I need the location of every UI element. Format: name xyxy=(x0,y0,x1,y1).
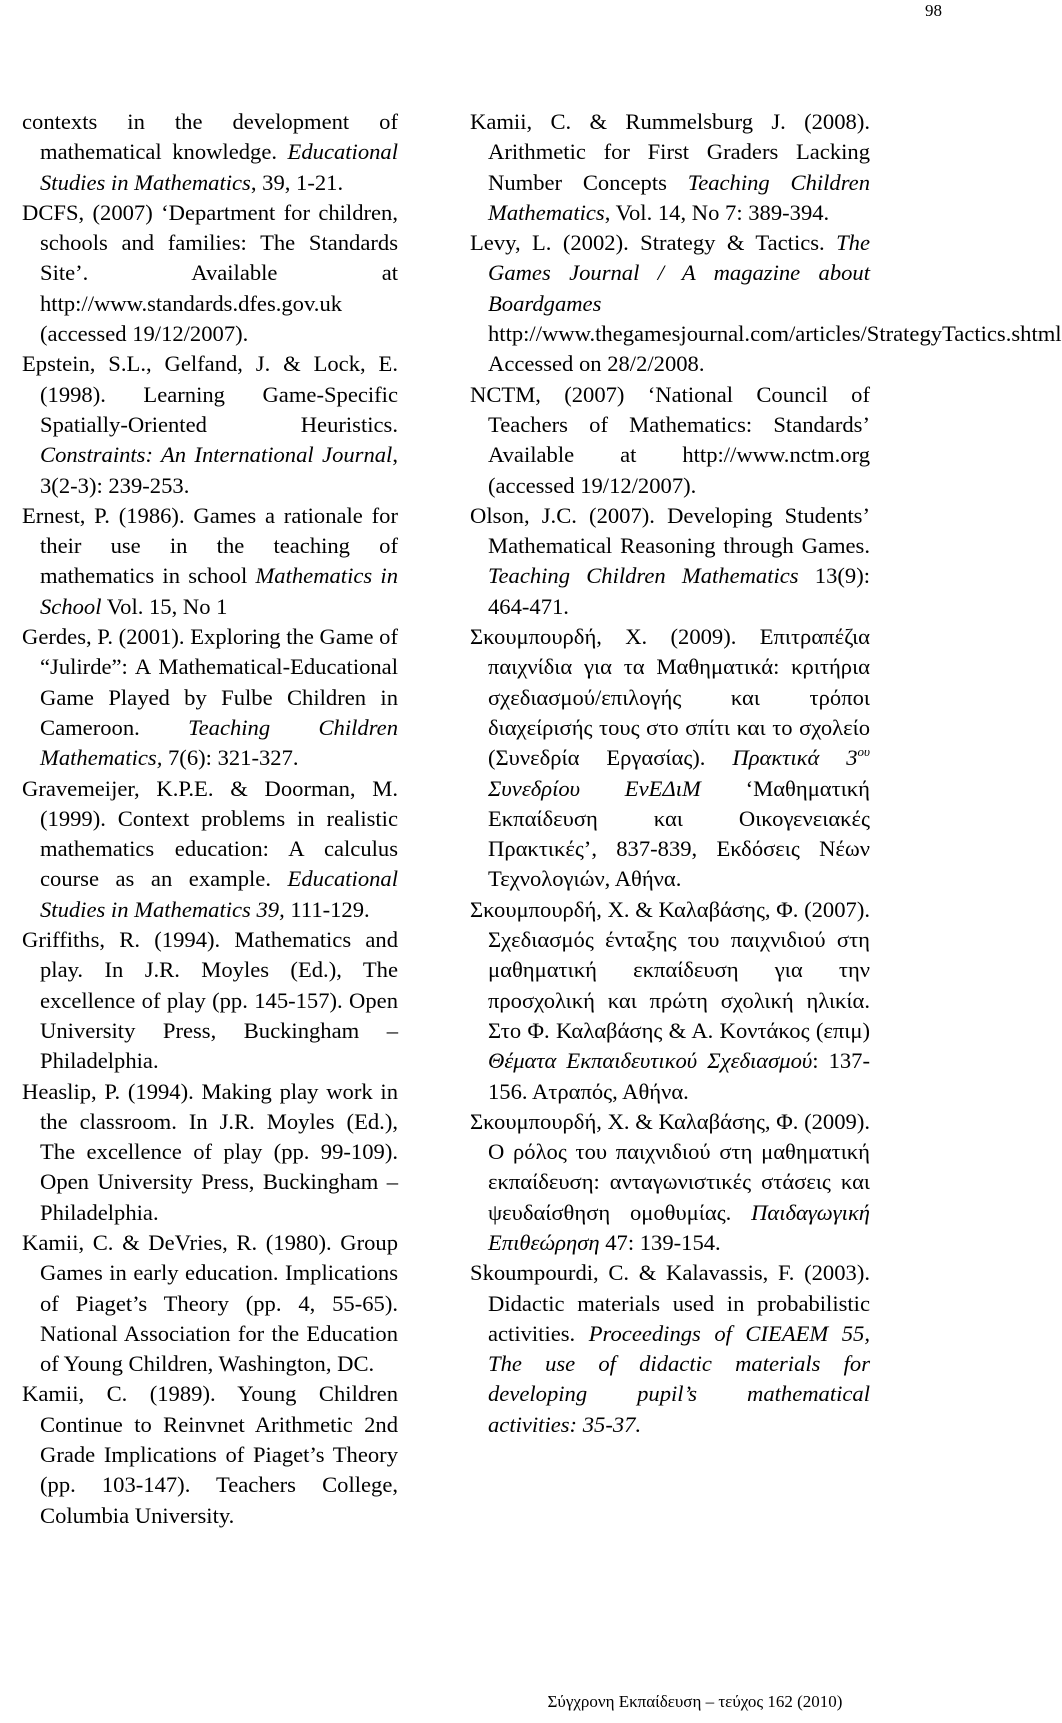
reference-text: Σκουμπουρδή, Χ. & Καλαβάσης, Φ. (2009). Ο ρόλος του παιχνιδιού στη μαθηματική εκπαίδευση: ανταγωνιστικές στάσεις και ψευδαίσθηση ομοθυμίας. xyxy=(470,1108,870,1225)
reference-italic-text: Mathematics in School xyxy=(40,563,398,619)
reference-entry xyxy=(22,774,398,925)
reference-text: Skoumpourdi, C. & Kalavassis, F. (2003). Didactic materials used in probabilistic activities. xyxy=(470,1260,870,1346)
reference-text: DCFS, (2007) ‘Department for children, schools and families: The Standards Site’. Available at http://www.standards.dfes.gov.uk (accessed 19/12/2007). xyxy=(22,199,398,347)
journal-footer xyxy=(0,1690,960,1714)
reference-italic-text: Teaching Children Mathematics, xyxy=(40,714,398,771)
reference-entry xyxy=(470,895,870,1107)
reference-text: 111-129. xyxy=(284,896,370,922)
reference-text: , 39, 1-21. xyxy=(250,169,344,195)
reference-entry xyxy=(470,380,870,501)
reference-text: : 137-156. Ατραπός, Αθήνα. xyxy=(488,1048,870,1104)
reference-italic-text: Constraints: An International Journal xyxy=(40,442,393,468)
reference-text: Epstein, S.L., Gelfand, J. & Lock, E. (1998). Learning Game-Specific Spatially-Oriented Heuristics. xyxy=(22,351,398,437)
reference-italic-text: Συνεδρίου ΕνΕΔιΜ xyxy=(488,775,701,801)
references-right-column xyxy=(470,107,1062,1440)
reference-text: contexts in the development of mathematical knowledge. xyxy=(22,109,398,165)
page-number: 98 xyxy=(925,1,942,20)
reference-text: Gravemeijer, K.P.E. & Doorman, M. (1999). Context problems in realistic mathematics education: A calculus course as an example. xyxy=(22,775,398,892)
reference-italic-text: Teaching Children Mathematics xyxy=(488,169,870,225)
reference-italic-text: Teaching Children Mathematics xyxy=(488,563,799,589)
reference-entry xyxy=(470,107,870,228)
references-left-column xyxy=(22,107,398,1531)
reference-italic-text: Πρακτικά 3 xyxy=(732,745,858,771)
footer-text: Σύγχρονη Εκπαίδευση – τεύχος 162 (2010) xyxy=(547,1692,843,1711)
reference-italic-text: Παιδαγωγική Επιθεώρηση xyxy=(488,1199,870,1255)
reference-text: Olson, J.C. (2007). Developing Students’ Mathematical Reasoning through Games. xyxy=(470,502,870,559)
reference-italic-text: Proceedings of CIEAEM 55, The use of didactic materials for developing pupil’s mathematical activities: 35-37. xyxy=(488,1320,871,1437)
reference-entry xyxy=(470,228,1062,379)
reference-italic-text: The Games Journal / A magazine about Boardgames xyxy=(488,230,870,316)
reference-entry xyxy=(22,198,398,349)
reference-entry xyxy=(22,622,398,773)
reference-entry xyxy=(22,1077,398,1228)
reference-entry xyxy=(470,1107,870,1258)
reference-text: Kamii, C. & DeVries, R. (1980). Group Games in early education. Implications of Piaget’s Theory (pp. 4, 55-65). National Association for the Education of Young Children, Washington, DC. xyxy=(22,1229,398,1377)
reference-entry xyxy=(22,925,398,1076)
reference-text: 13(9): 464-471. xyxy=(488,563,870,619)
reference-italic-text: Θέματα Εκπαιδευτικού Σχεδιασμού xyxy=(488,1048,813,1074)
reference-text: Vol. 15, No 1 xyxy=(101,593,228,619)
reference-text: Σκουμπουρδή, Χ. (2009). Επιτραπέζια παιχνίδια για τα Μαθηματικά: κριτήρια σχεδιασμού/επιλογής και τρόποι διαχείρισής τους στο σπίτι και το σχολείο (Συνεδρία Εργασίας). xyxy=(470,624,870,771)
reference-text: Kamii, C. & Rummelsburg J. (2008). Arithmetic for First Graders Lacking Number Concepts xyxy=(470,109,870,195)
reference-italic-text: Educational Studies in Mathematics xyxy=(40,139,398,195)
reference-entry xyxy=(470,501,870,622)
reference-entry xyxy=(470,622,870,895)
reference-italic-text: ου xyxy=(857,744,870,760)
reference-text: 7(6): 321-327. xyxy=(162,745,299,771)
reference-text: Gerdes, P. (2001). Exploring the Game of “Julirde”: A Mathematical-Educational Game Played by Fulbe Children in Cameroon. xyxy=(22,624,398,740)
reference-text: Heaslip, P. (1994). Making play work in the classroom. In J.R. Moyles (Ed.), The excellence of play (pp. 99-109). Open University Press, Buckingham – Philadelphia. xyxy=(22,1078,398,1225)
reference-text: Griffiths, R. (1994). Mathematics and play. In J.R. Moyles (Ed.), The excellence of play (pp. 145-157). Open University Press, Buckingham – Philadelphia. xyxy=(22,927,398,1074)
reference-text: Levy, L. (2002). Strategy & Tactics. xyxy=(470,230,837,256)
reference-text: , 3(2-3): 239-253. xyxy=(40,442,398,498)
reference-text: Σκουμπουρδή, Χ. & Καλαβάσης, Φ. (2007). Σχεδιασμός ένταξης του παιχνιδιού στη μαθηματική εκπαίδευση για την προσχολική και πρώτη σχολική ηλικία. Στο Φ. Καλαβάσης & Α. Κοντάκος (επιμ) xyxy=(470,896,870,1043)
reference-entry xyxy=(22,107,398,198)
reference-text: ‘Μαθηματική Εκπαίδευση και Οικογενειακές Πρακτικές’, 837-839, Εκδόσεις Νέων Τεχνολογιών, Αθήνα. xyxy=(488,775,870,892)
reference-text: http://www.thegamesjournal.com/articles/StrategyTactics.shtml Accessed on 28/2/2008. xyxy=(488,321,1062,377)
reference-text: Ernest, P. (1986). Games a rationale for their use in the teaching of mathematics in school xyxy=(22,502,398,589)
reference-text: Kamii, C. (1989). Young Children Continue to Reinvnet Arithmetic 2nd Grade Implications of Piaget’s Theory (pp. 103-147). Teachers College, Columbia University. xyxy=(22,1381,398,1528)
reference-entry xyxy=(22,1379,398,1530)
reference-text: , Vol. 14, No 7: 389-394. xyxy=(604,199,830,225)
reference-italic-text: Educational Studies in Mathematics 39, xyxy=(40,866,398,922)
reference-text: 47: 139-154. xyxy=(599,1229,721,1255)
reference-entry xyxy=(22,501,398,622)
reference-entry xyxy=(22,349,398,500)
reference-text: NCTM, (2007) ‘National Council of Teachers of Mathematics: Standards’ Available at http://www.nctm.org (accessed 19/12/2007). xyxy=(470,381,870,498)
reference-entry xyxy=(22,1228,398,1379)
reference-entry xyxy=(470,1258,870,1440)
